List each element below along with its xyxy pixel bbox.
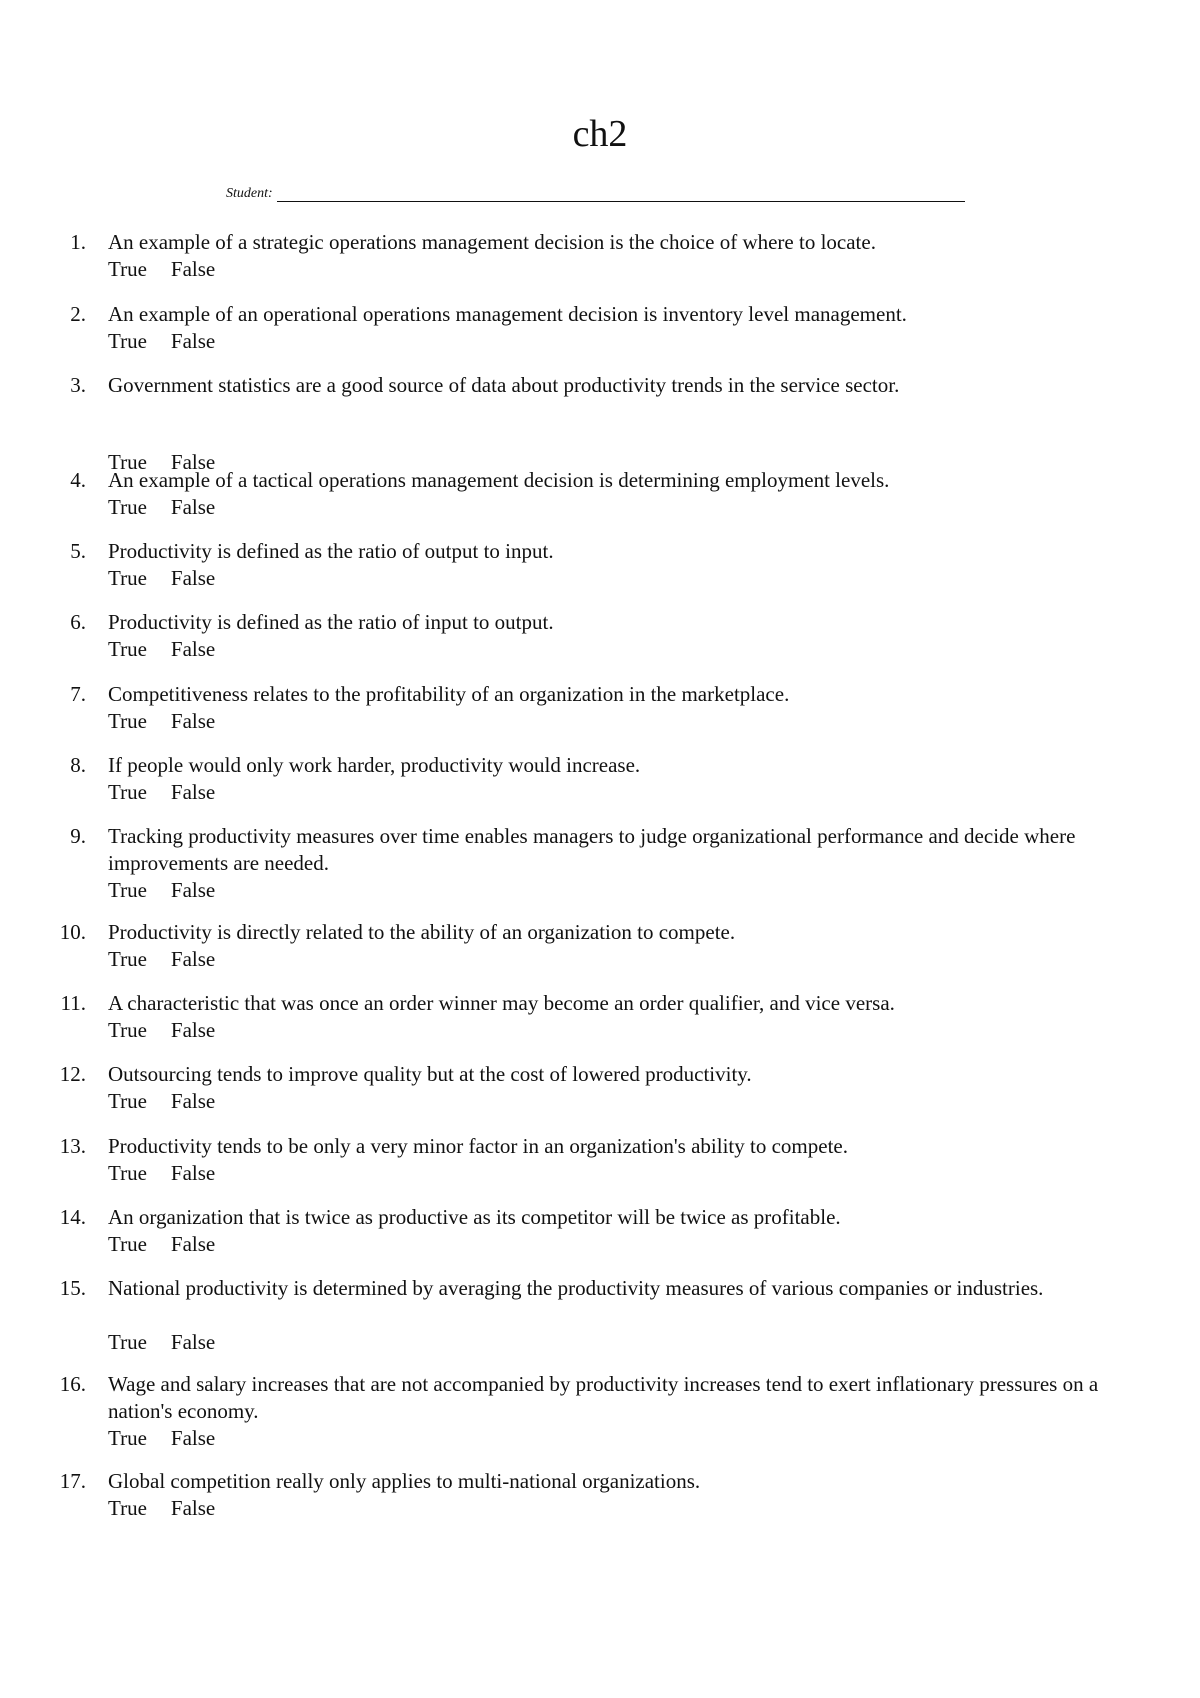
question-number: 12. <box>59 1062 86 1086</box>
true-option[interactable]: True <box>108 495 147 519</box>
false-option[interactable]: False <box>170 257 216 281</box>
question-text: Productivity tends to be only a very minor factor in an organization's ability to compete. <box>108 1134 848 1158</box>
question-text: An example of a tactical operations management decision is determining employment levels. <box>108 468 890 492</box>
answer-options <box>108 1495 215 1522</box>
answer-options <box>108 779 215 806</box>
question-number: 6. <box>70 610 86 634</box>
false-option[interactable]: False <box>170 1018 216 1042</box>
false-option[interactable]: False <box>170 878 216 902</box>
question-text: Productivity is defined as the ratio of input to output. <box>108 610 554 634</box>
question-number: 17. <box>59 1469 86 1493</box>
question-number: 11. <box>60 991 86 1015</box>
answer-options <box>108 1160 215 1187</box>
true-option[interactable]: True <box>108 1426 147 1450</box>
question-number: 2. <box>70 302 86 326</box>
question-number: 10. <box>59 920 86 944</box>
answer-options <box>108 1425 215 1452</box>
true-option[interactable]: True <box>108 780 147 804</box>
false-option[interactable]: False <box>170 566 216 590</box>
question-text: Tracking productivity measures over time enables managers to judge organizational performance and decide where improvements are needed. <box>108 824 1076 875</box>
answer-options <box>108 1017 215 1044</box>
question-text: Government statistics are a good source of data about productivity trends in the service sector. <box>108 373 900 397</box>
answer-options <box>108 256 215 283</box>
question-text: Competitiveness relates to the profitability of an organization in the marketplace. <box>108 682 790 706</box>
question-text: Outsourcing tends to improve quality but at the cost of lowered productivity. <box>108 1062 752 1086</box>
false-option[interactable]: False <box>170 1161 216 1185</box>
question-number: 5. <box>70 539 86 563</box>
answer-options <box>108 877 215 904</box>
false-option[interactable]: False <box>170 637 216 661</box>
answer-options <box>108 946 215 973</box>
question-number: 15. <box>59 1276 86 1300</box>
true-option[interactable]: True <box>108 329 147 353</box>
question-text: Global competition really only applies to multi-national organizations. <box>108 1469 701 1493</box>
false-option[interactable]: False <box>170 1426 216 1450</box>
true-option[interactable]: True <box>108 450 147 474</box>
false-option[interactable]: False <box>170 947 216 971</box>
true-option[interactable]: True <box>108 878 147 902</box>
question-number: 1. <box>70 230 86 254</box>
false-option[interactable]: False <box>170 450 216 474</box>
true-option[interactable]: True <box>108 1089 147 1113</box>
question-text: Productivity is directly related to the ability of an organization to compete. <box>108 920 736 944</box>
question-text: Wage and salary increases that are not accompanied by productivity increases tend to exert inflationary pressures on a nation's economy. <box>108 1372 1099 1423</box>
answer-options <box>108 708 215 735</box>
false-option[interactable]: False <box>170 495 216 519</box>
false-option[interactable]: False <box>170 1089 216 1113</box>
question-text: An example of an operational operations management decision is inventory level management. <box>108 302 907 326</box>
question-text: An organization that is twice as productive as its competitor will be twice as profitable. <box>108 1205 841 1229</box>
true-option[interactable]: True <box>108 566 147 590</box>
true-option[interactable]: True <box>108 257 147 281</box>
question-number: 14. <box>59 1205 86 1229</box>
answer-options <box>108 1088 215 1115</box>
answer-options <box>108 328 215 355</box>
answer-options <box>108 1231 215 1258</box>
answer-options <box>108 494 215 521</box>
student-name-line[interactable] <box>277 187 965 202</box>
student-field <box>226 186 965 202</box>
question-text: An example of a strategic operations management decision is the choice of where to locate. <box>108 230 876 254</box>
true-option[interactable]: True <box>108 1330 147 1354</box>
false-option[interactable]: False <box>170 709 216 733</box>
true-option[interactable]: True <box>108 1232 147 1256</box>
question-number: 3. <box>70 373 86 397</box>
true-option[interactable]: True <box>108 1018 147 1042</box>
answer-options <box>108 1329 215 1356</box>
question-number: 9. <box>70 824 86 848</box>
false-option[interactable]: False <box>170 1496 216 1520</box>
true-option[interactable]: True <box>108 1161 147 1185</box>
question-number: 7. <box>70 682 86 706</box>
true-option[interactable]: True <box>108 947 147 971</box>
student-label: Student: <box>226 186 273 201</box>
true-option[interactable]: True <box>108 709 147 733</box>
question-number: 8. <box>70 753 86 777</box>
true-option[interactable]: True <box>108 637 147 661</box>
false-option[interactable]: False <box>170 1232 216 1256</box>
false-option[interactable]: False <box>170 780 216 804</box>
question-text: If people would only work harder, productivity would increase. <box>108 753 641 777</box>
question-text: National productivity is determined by averaging the productivity measures of various companies or industries. <box>108 1276 1044 1300</box>
question-text: Productivity is defined as the ratio of output to input. <box>108 539 554 563</box>
page-title: ch2 <box>572 113 628 155</box>
answer-options <box>108 636 215 663</box>
false-option[interactable]: False <box>170 329 216 353</box>
question-number: 16. <box>59 1372 86 1396</box>
false-option[interactable]: False <box>170 1330 216 1354</box>
answer-options <box>108 565 215 592</box>
question-text: A characteristic that was once an order winner may become an order qualifier, and vice versa. <box>108 991 895 1015</box>
true-option[interactable]: True <box>108 1496 147 1520</box>
question-number: 13. <box>59 1134 86 1158</box>
question-number: 4. <box>70 468 86 492</box>
